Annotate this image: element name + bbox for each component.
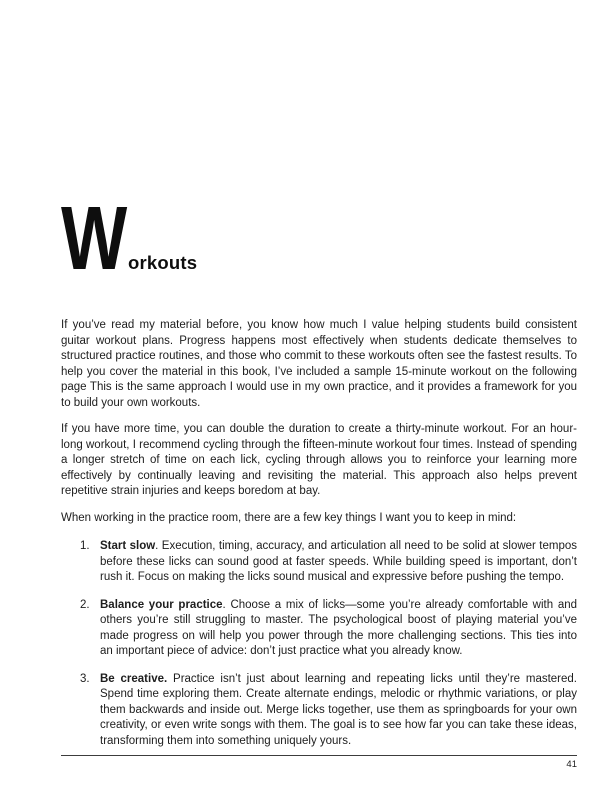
chapter-heading — [61, 189, 198, 289]
list-item-lead: Be creative. — [100, 672, 168, 685]
chapter-drop-cap: W — [61, 189, 127, 289]
paragraph-duration: If you have more time, you can double the duration to create a thirty-minute workout. For an hour-long workout, I recommend cycling through the fifteen-minute workout four times. Instead of spending a longer stretch of time on each lick, cycling through allows you to reinforce your learning more effectively by continually leaving and revisiting the material. This approach also helps prevent repetitive strain injuries and keeps boredom at bay. — [61, 423, 577, 497]
list-item-start-slow — [61, 539, 577, 586]
list-item-lead: Balance your practice — [100, 598, 223, 611]
list-item-be-creative — [61, 672, 577, 750]
footer-rule — [61, 755, 577, 756]
numbered-list — [61, 539, 577, 749]
list-item-lead: Start slow — [100, 540, 156, 552]
chapter-title: orkouts — [127, 252, 198, 273]
list-item-number: 2. — [80, 598, 90, 611]
page-number: 41 — [566, 759, 577, 770]
list-item-number: 3. — [80, 672, 90, 685]
list-item-text: Choose a mix of licks—some you’re already comfortable with and others you’re still struggling to master. The psychological boost of playing material you’ve made progress on will help you power through the more challenging sections. This ties into an important piece of advice: don’t just practice what you already know. — [100, 598, 578, 657]
list-item-text: Practice isn’t just about learning and repeating licks until they’re mastered. Spend time exploring them. Create alternate endings, melodic or rhythmic variations, or play them backwards and inside out. Merge licks together, use them as springboards for your own creativity, or even write songs with them. The goal is to see how far you can take these ideas, transforming them into something uniquely yours. — [100, 672, 577, 747]
paragraph-list-intro: When working in the practice room, there are a few key things I want you to keep in mind: — [61, 511, 517, 524]
body-text — [61, 318, 577, 761]
paragraph-intro: If you’ve read my material before, you know how much I value helping students build consistent guitar workout plans. Progress happens most effectively when students dedicate themselves to structured practice routines, and those who commit to these workouts often see the fastest results. To help you cover the material in this book, I’ve included a sample 15-minute workout on the following page This is the same approach I would use in my own practice, and it provides a framework for you to build your own workouts. — [61, 319, 577, 409]
list-item-balance-practice — [61, 598, 577, 660]
list-item-separator: . — [222, 598, 231, 611]
list-item-text: Execution, timing, accuracy, and articulation all need to be solid at slower tempos before these licks can sound good at faster speeds. While building speed is important, don’t rush it. Focus on making the licks sound musical and expressive before pushing the tempo. — [100, 540, 577, 583]
list-item-number: 1. — [80, 540, 90, 552]
list-item-separator: . — [155, 540, 162, 552]
